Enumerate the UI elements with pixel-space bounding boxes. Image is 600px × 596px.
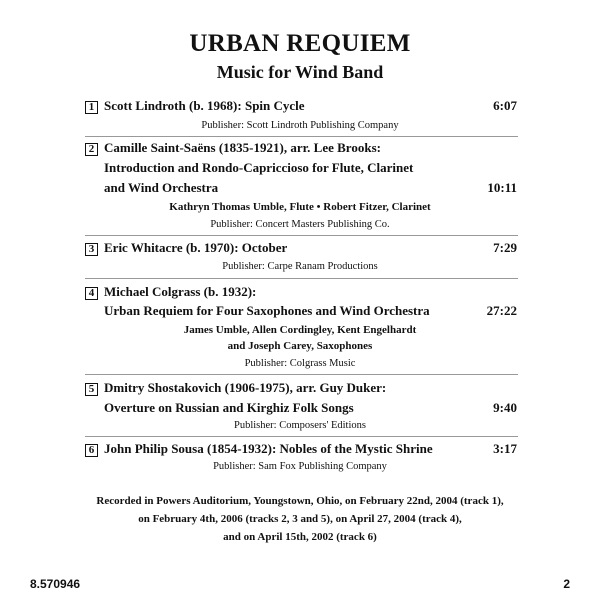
divider: [85, 278, 518, 279]
recording-note-line: and on April 15th, 2002 (track 6): [223, 531, 377, 543]
track-publisher: Publisher: Colgrass Music: [244, 358, 356, 369]
track-title-line: Overture on Russian and Kirghiz Folk Songs: [104, 400, 354, 415]
page-number: 2: [563, 577, 570, 591]
recording-note-line: Recorded in Powers Auditorium, Youngstown, Ohio, on February 22nd, 2004 (track 1),: [96, 495, 504, 507]
track-publisher: Publisher: Concert Masters Publishing Co.: [210, 219, 390, 230]
catalog-number: 8.570946: [30, 577, 81, 591]
divider: [85, 374, 518, 375]
track-number-box: 6: [85, 444, 98, 457]
track-performers: Kathryn Thomas Umble, Flute • Robert Fitzer, Clarinet: [169, 201, 431, 213]
track-publisher: Publisher: Composers' Editions: [234, 420, 366, 431]
track-title-line: John Philip Sousa (1854-1932): Nobles of the Mystic Shrine: [104, 441, 433, 456]
track-title-line: Urban Requiem for Four Saxophones and Wind Orchestra: [104, 303, 430, 318]
track-title-line: Dmitry Shostakovich (1906-1975), arr. Guy Duker:: [104, 380, 387, 395]
track-title-line: Scott Lindroth (b. 1968): Spin Cycle: [104, 98, 305, 113]
track-title-line: Eric Whitacre (b. 1970): October: [104, 240, 288, 255]
track-number-box: 2: [85, 143, 98, 156]
track-duration: 27:22: [486, 303, 517, 318]
divider: [85, 235, 518, 236]
track-number-box: 3: [85, 243, 98, 256]
divider: [85, 136, 518, 137]
track-performers: and Joseph Carey, Saxophones: [227, 340, 373, 352]
track-publisher: Publisher: Carpe Ranam Productions: [222, 261, 378, 272]
album-subtitle: Music for Wind Band: [216, 62, 384, 82]
track-duration: 6:07: [493, 98, 517, 113]
track-duration: 9:40: [493, 400, 517, 415]
track-number-box: 5: [85, 383, 98, 396]
track-title-line: and Wind Orchestra: [104, 180, 219, 195]
track-number-box: 1: [85, 101, 98, 114]
track-duration: 7:29: [493, 240, 517, 255]
recording-note-line: on February 4th, 2006 (tracks 2, 3 and 5), on April 27, 2004 (track 4),: [138, 513, 462, 525]
recording-note: [0, 492, 600, 546]
track-duration: 10:11: [487, 180, 517, 195]
track-title-line: Introduction and Rondo-Capriccioso for Flute, Clarinet: [104, 160, 414, 175]
track-duration: 3:17: [493, 441, 517, 456]
track-publisher: Publisher: Sam Fox Publishing Company: [213, 461, 387, 472]
album-title: URBAN REQUIEM: [189, 30, 411, 57]
track-title-line: Camille Saint-Saëns (1835-1921), arr. Lee Brooks:: [104, 140, 381, 155]
track-performers: James Umble, Allen Cordingley, Kent Engelhardt: [183, 324, 417, 336]
track-number-box: 4: [85, 287, 98, 300]
divider: [85, 436, 518, 437]
track-title-line: Michael Colgrass (b. 1932):: [104, 284, 257, 299]
track-publisher: Publisher: Scott Lindroth Publishing Company: [201, 120, 399, 131]
